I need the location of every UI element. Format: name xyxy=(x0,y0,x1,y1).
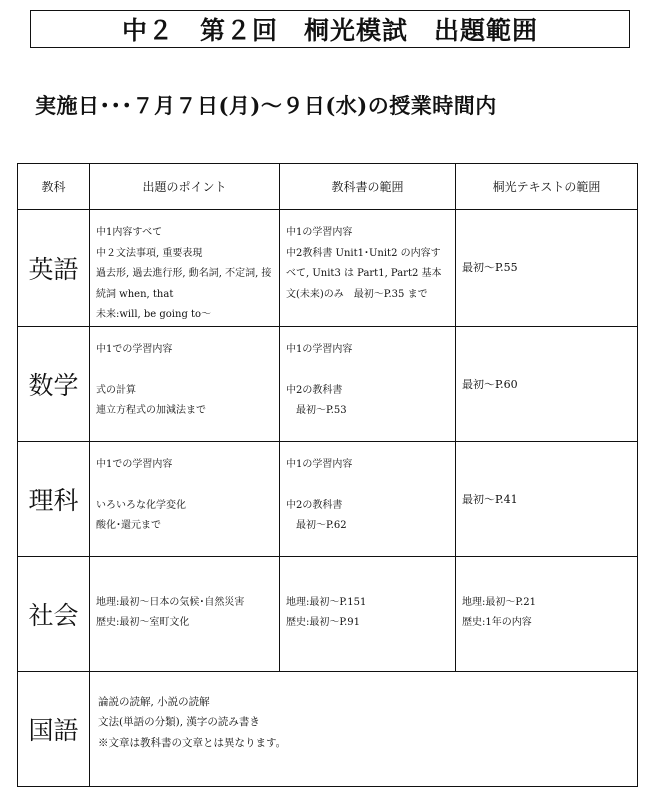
table-row-math xyxy=(18,326,638,441)
table-row-science xyxy=(18,441,638,556)
table-row-japanese xyxy=(18,671,638,786)
points-line: 中1内容すべて xyxy=(96,227,163,238)
title-box xyxy=(30,10,630,48)
toko-text-line: 歴史:1年の内容 xyxy=(462,617,532,628)
textbook-line: 最初～P.53 xyxy=(286,405,347,416)
table-row-social xyxy=(18,556,638,671)
points-cell xyxy=(90,441,280,556)
textbook-line: 中1の学習内容 xyxy=(286,458,353,470)
header-textbook: 教科書の範囲 xyxy=(280,164,456,210)
points-line: 式の計算 xyxy=(96,384,136,396)
toko-text-cell xyxy=(456,210,638,327)
points-line: 連立方程式の加減法まで xyxy=(96,405,206,416)
table-header-row xyxy=(18,164,638,210)
textbook-line: 最初～P.62 xyxy=(286,520,347,531)
textbook-cell xyxy=(280,326,456,441)
points-line: いろいろな化学変化 xyxy=(96,499,186,511)
points-cell xyxy=(90,326,280,441)
subject-cell: 社会 xyxy=(18,556,90,671)
toko-text-value: 最初～P.55 xyxy=(462,261,518,274)
textbook-line: 中2の教科書 xyxy=(286,499,343,511)
points-line: 歴史:最初～室町文化 xyxy=(96,617,190,628)
points-line: 中２文法事項, 重要表現 xyxy=(96,247,203,259)
points-line: 論説の読解, 小説の読解 xyxy=(98,695,210,708)
textbook-cell xyxy=(280,210,456,327)
subject-cell: 国語 xyxy=(18,671,90,786)
header-toko-text: 桐光テキストの範囲 xyxy=(456,164,638,210)
subject-cell: 英語 xyxy=(18,210,90,327)
header-subject: 教科 xyxy=(18,164,90,210)
textbook-line: 地理:最初～P.151 xyxy=(286,596,367,608)
subject-cell: 理科 xyxy=(18,441,90,556)
exam-range-table xyxy=(17,163,638,787)
page-title: 中２ 第２回 桐光模試 出題範囲 xyxy=(121,16,538,45)
textbook-line: 中2教科書 Unit1･Unit2 の内容すべて, Unit3 は Part1, Part2 基本文(未来)のみ 最初～P.35 まで xyxy=(286,247,442,300)
points-cell xyxy=(90,210,280,327)
textbook-cell xyxy=(280,441,456,556)
points-line: 中1での学習内容 xyxy=(96,458,173,470)
textbook-line: 中2の教科書 xyxy=(286,384,343,396)
toko-text-cell xyxy=(456,441,638,556)
points-line: 中1での学習内容 xyxy=(96,343,173,355)
textbook-cell xyxy=(280,556,456,671)
textbook-line xyxy=(286,360,450,381)
toko-text-cell xyxy=(456,326,638,441)
points-cell-merged xyxy=(90,671,638,786)
exam-date-line: 実施日･･･７月７日(月)～９日(水)の授業時間内 xyxy=(35,93,497,118)
points-cell xyxy=(90,556,280,671)
points-line: 地理:最初～日本の気候･自然災害 xyxy=(96,596,245,608)
points-line: 未来:will, be going to～ xyxy=(96,309,212,320)
points-line xyxy=(96,360,274,381)
textbook-line: 中1の学習内容 xyxy=(286,227,353,238)
points-line: 過去形, 過去進行形, 動名詞, 不定詞, 接続詞 when, that xyxy=(96,268,272,300)
subject-cell: 数学 xyxy=(18,326,90,441)
toko-text-value: 最初～P.60 xyxy=(462,377,518,391)
points-line xyxy=(96,475,274,496)
toko-text-value: 最初～P.41 xyxy=(462,492,518,506)
textbook-line: 歴史:最初～P.91 xyxy=(286,617,360,628)
header-points: 出題のポイント xyxy=(90,164,280,210)
textbook-line xyxy=(286,475,450,496)
toko-text-cell xyxy=(456,556,638,671)
points-line: ※文章は教科書の文章とは異なります。 xyxy=(98,736,287,749)
points-line: 文法(単語の分類), 漢字の読み書き xyxy=(98,716,260,728)
toko-text-line: 地理:最初～P.21 xyxy=(462,596,536,608)
table-row-english xyxy=(18,210,638,327)
points-line: 酸化･還元まで xyxy=(96,520,161,531)
textbook-line: 中1の学習内容 xyxy=(286,343,353,355)
